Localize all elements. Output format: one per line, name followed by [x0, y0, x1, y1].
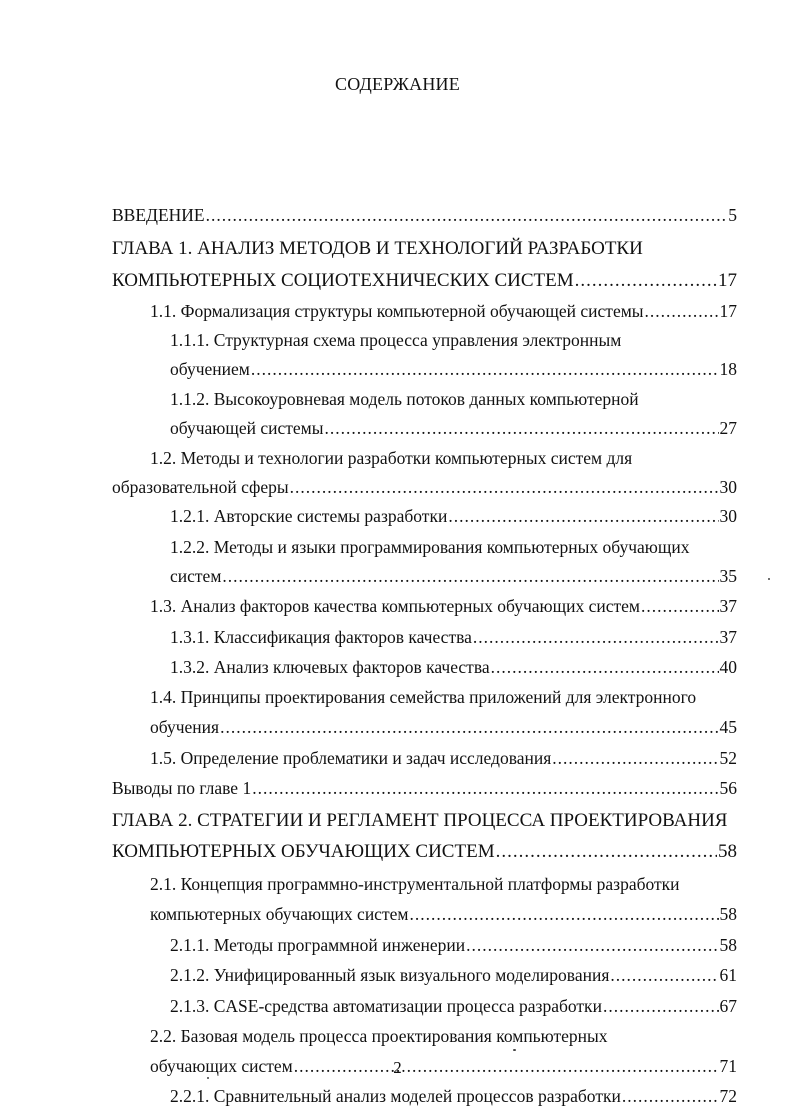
toc-entry-title: систем: [170, 566, 222, 586]
toc-title: СОДЕРЖАНИЕ: [335, 74, 460, 94]
toc-entry-1-1: [150, 301, 737, 321]
dot-leader: [206, 205, 728, 225]
toc-entry-1-2-cont: [112, 477, 737, 497]
toc-entry-title-line1: 1.4. Принципы проектирования семейства приложений для электронного: [150, 687, 697, 707]
toc-entry-title: обучающих систем: [150, 1056, 293, 1076]
toc-entry-title: Выводы по главе 1: [112, 778, 252, 798]
toc-entry-page: 45: [719, 717, 737, 737]
toc-entry-1-4: [150, 687, 737, 707]
toc-entry-title: 1.5. Определение проблематики и задач исследования: [150, 748, 552, 768]
toc-entry-title-line1: 1.1.2. Высокоуровневая модель потоков данных компьютерной: [170, 389, 639, 409]
toc-entry-title-line1: ГЛАВА 1. АНАЛИЗ МЕТОДОВ И ТЕХНОЛОГИЙ РАЗРАБОТКИ: [112, 238, 643, 259]
dot-leader: [290, 477, 719, 497]
toc-entry-title: 1.3.2. Анализ ключевых факторов качества: [170, 657, 490, 677]
toc-entry-1-2: [150, 448, 737, 468]
toc-entry-1-5: [150, 748, 737, 768]
toc-entry-title: компьютерных обучающих систем: [150, 904, 409, 924]
toc-entry-page: 30: [719, 506, 737, 526]
toc-entry-2-1: [150, 874, 737, 894]
toc-entry-page: 67: [719, 996, 737, 1016]
dot-leader: [325, 418, 719, 438]
dot-leader: [491, 657, 719, 677]
toc-entry-1-2-2: [170, 537, 737, 557]
dot-leader: [252, 778, 718, 798]
toc-entry-title: 2.2.1. Сравнительный анализ моделей процессов разработки: [170, 1086, 621, 1106]
toc-entry-title: 2.1.1. Методы программной инженерии: [170, 935, 466, 955]
toc-entry-1-1-1-cont: [170, 359, 737, 379]
toc-entry-2-1-3: [170, 996, 737, 1016]
toc-entry-title: обучения: [150, 717, 220, 737]
toc-entry-page: 58: [718, 841, 737, 862]
toc-entry-title: ВВЕДЕНИЕ: [112, 205, 205, 225]
toc-entry-page: 71: [719, 1056, 737, 1076]
toc-entry-page: 35: [719, 566, 737, 586]
dot-leader: [575, 271, 717, 291]
toc-entry-chapter-2: [112, 811, 737, 831]
toc-entry-page: 40: [719, 657, 737, 677]
toc-entry-page: 17: [718, 270, 737, 291]
toc-entry-page: 5: [728, 205, 737, 225]
toc-entry-1-1-1: [170, 330, 737, 350]
dot-leader: [222, 566, 718, 586]
toc-entry-title: 1.2.1. Авторские системы разработки: [170, 506, 448, 526]
toc-entry-1-3-2: [170, 657, 737, 677]
toc-entry-title: КОМПЬЮТЕРНЫХ ОБУЧАЮЩИХ СИСТЕМ: [112, 841, 495, 862]
toc-entry-page: 61: [719, 965, 737, 985]
dot-leader: [622, 1086, 719, 1106]
toc-entry-2-2-1: [170, 1086, 737, 1106]
toc-entry-1-1-2: [170, 389, 737, 409]
toc-entry-chapter-1: [112, 239, 737, 259]
dot-leader: [473, 627, 719, 647]
scan-speck: [513, 1049, 516, 1051]
dot-leader: [251, 359, 719, 379]
toc-entry-page: 37: [719, 627, 737, 647]
toc-entry-title: 1.3.1. Классификация факторов качества: [170, 627, 472, 647]
toc-entry-page: 72: [719, 1086, 737, 1106]
toc-entry-1-2-2-cont: [170, 566, 737, 586]
toc-entry-1-1-2-cont: [170, 418, 737, 438]
toc-entry-page: 30: [719, 477, 737, 497]
toc-entry-page: 58: [719, 935, 737, 955]
dot-leader: [610, 965, 718, 985]
toc-entry-1-4-cont: [150, 717, 737, 737]
toc-entry-page: 17: [719, 301, 737, 321]
toc-entry-title: КОМПЬЮТЕРНЫХ СОЦИОТЕХНИЧЕСКИХ СИСТЕМ: [112, 270, 574, 291]
toc-entry-title: 1.3. Анализ факторов качества компьютерных обучающих систем: [150, 596, 640, 616]
toc-entry-title: образовательной сферы: [112, 477, 289, 497]
dot-leader: [496, 842, 717, 862]
toc-entry-title-line1: 1.2.2. Методы и языки программирования компьютерных обучающих: [170, 537, 690, 557]
scan-speck: [768, 578, 770, 580]
toc-entry-title-line1: ГЛАВА 2. СТРАТЕГИИ И РЕГЛАМЕНТ ПРОЦЕССА ПРОЕКТИРОВАНИЯ: [112, 810, 728, 831]
toc-entry-chapter-2-cont: [112, 842, 737, 862]
toc-entry-title-line1: 1.1.1. Структурная схема процесса управления электронным: [170, 330, 622, 350]
dot-leader: [552, 748, 718, 768]
toc-entry-1-3: [150, 596, 737, 616]
toc-entry-title: 2.1.3. CASE-средства автоматизации процесса разработки: [170, 996, 602, 1016]
dot-leader: [220, 717, 718, 737]
toc-entry-page: 58: [719, 904, 737, 924]
toc-entry-title: обучением: [170, 359, 250, 379]
scan-speck: [207, 1077, 209, 1079]
toc-entry-2-1-cont: [150, 904, 737, 924]
dot-leader: [603, 996, 719, 1016]
page-number: 2: [393, 1058, 402, 1077]
toc-entry-page: 27: [719, 418, 737, 438]
toc-entry-conclusions-1: [112, 778, 737, 798]
toc-entry-page: 18: [719, 359, 737, 379]
dot-leader: [645, 301, 719, 321]
toc-entry-introduction: [112, 205, 737, 225]
dot-leader: [409, 904, 718, 924]
toc-entry-1-3-1: [170, 627, 737, 647]
dot-leader: [448, 506, 718, 526]
toc-entry-2-1-1: [170, 935, 737, 955]
dot-leader: [466, 935, 718, 955]
toc-entry-2-1-2: [170, 965, 737, 985]
dot-leader: [641, 596, 719, 616]
toc-entry-chapter-1-cont: [112, 271, 737, 291]
toc-entry-page: 56: [719, 778, 737, 798]
toc-entry-2-2: [150, 1026, 737, 1046]
toc-entry-page: 52: [719, 748, 737, 768]
toc-entry-title: 1.1. Формализация структуры компьютерной обучающей системы: [150, 301, 644, 321]
toc-entry-page: 37: [719, 596, 737, 616]
toc-entry-title: 2.1.2. Унифицированный язык визуального моделирования: [170, 965, 610, 985]
toc-entry-title-line1: 2.2. Базовая модель процесса проектирования компьютерных: [150, 1026, 608, 1046]
toc-entry-title-line1: 2.1. Концепция программно-инструментальной платформы разработки: [150, 874, 680, 894]
toc-entry-title-line1: 1.2. Методы и технологии разработки компьютерных систем для: [150, 448, 633, 468]
toc-entry-1-2-1: [170, 506, 737, 526]
toc-entry-title: обучающей системы: [170, 418, 324, 438]
